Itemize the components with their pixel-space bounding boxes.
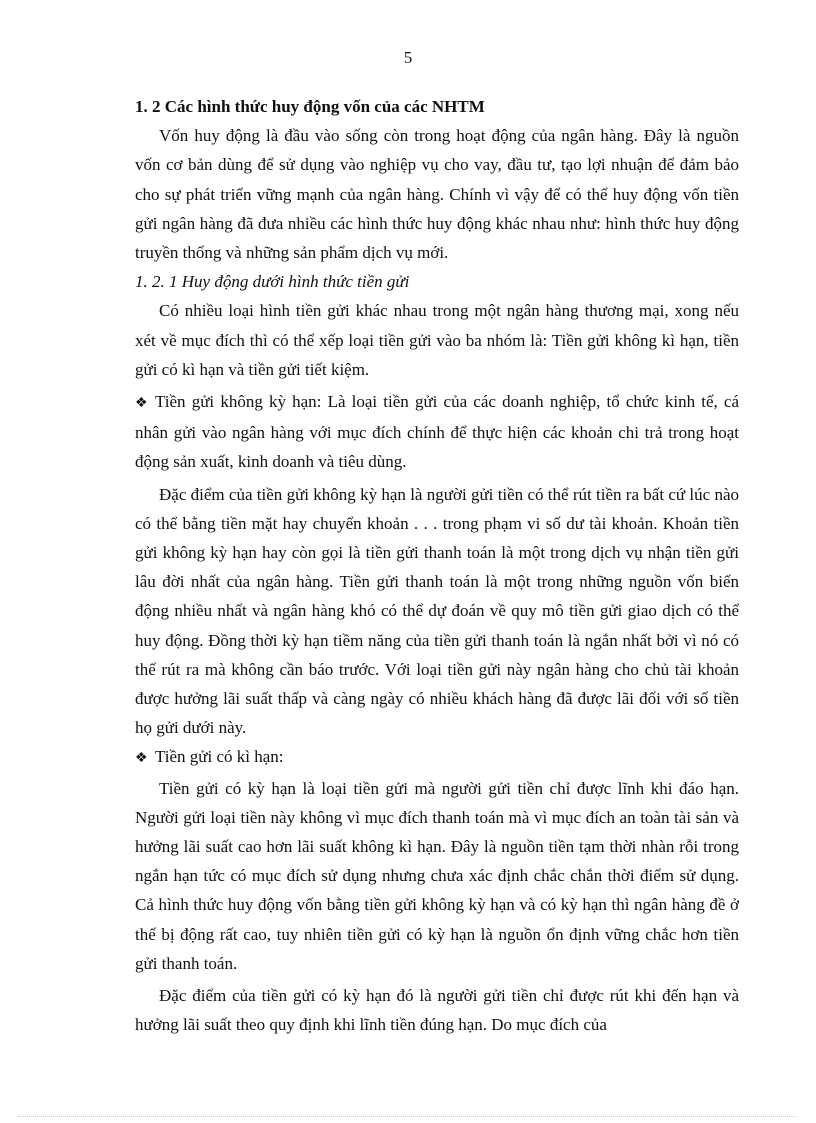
bullet-demand-deposit-text: Tiền gửi không kỳ hạn: Là loại tiền gửi của các doanh nghiệp, tổ chức kinh tế, cá nhân gửi vào ngân hàng với mục đích chính để thực hiện các khoản chi trả trong hoạt động sản xuất, kinh doanh và tiêu dùng. — [135, 392, 739, 472]
bullet-term-deposit-text: Tiền gửi có kì hạn: — [155, 747, 284, 767]
diamond-bullet-icon: ❖ — [135, 751, 148, 767]
section-intro-paragraph: Vốn huy động là đầu vào sống còn trong hoạt động của ngân hàng. Đây là nguồn vốn cơ bản dùng để sử dụng vào nghiệp vụ cho vay, đầu tư, tạo lợi nhuận để đảm bảo cho sự phát triển vững mạnh của ngân hàng. Chính vì vậy để có thể huy động vốn tiền gửi ngân hàng đã đưa nhiều các hình thức huy động khác nhau như: hình thức huy động truyền thống và những sản phẩm dịch vụ mới. — [135, 126, 739, 263]
paragraph-term-deposit: Tiền gửi có kỳ hạn là loại tiền gửi mà người gửi tiền chỉ được lĩnh khi đáo hạn. Người gửi loại tiền này không vì mục đích thanh toán mà vì mục đích an toàn tài sản và hưởng lãi suất cao hơn lãi suất không kì hạn. Đây là nguồn tiền tạm thời nhàn rỗi trong ngắn hạn tức có mục đích sử dụng nhưng chưa xác định chắc chắn thời điểm sử dụng. Cả hình thức huy động vốn bằng tiền gửi không kỳ hạn và có kỳ hạn thì ngân hàng đề ở thế bị động rất cao, tuy nhiên tiền gửi có kỳ hạn là nguồn ổn định vững chắc hơn tiền gửi thanh toán. — [135, 778, 739, 973]
subsection-heading: 1. 2. 1 Huy động dưới hình thức tiền gửi — [135, 272, 410, 292]
bullet-term-deposit — [135, 742, 739, 773]
paragraph-deposit-types: Có nhiều loại hình tiền gửi khác nhau trong một ngân hàng thương mại, xong nếu xét về mục đích thì có thể xếp loại tiền gửi vào ba nhóm là: Tiền gửi không kì hạn, tiền gửi có kì hạn và tiền gửi tiết kiệm. — [135, 301, 739, 379]
diamond-bullet-icon: ❖ — [135, 396, 148, 412]
paragraph-demand-deposit-features: Đặc điểm của tiền gửi không kỳ hạn là người gửi tiền có thể rút tiền ra bất cứ lúc nào có thể bằng tiền mặt hay chuyển khoản . . . trong phạm vi số dư tài khoản. Khoản tiền gửi không kỳ hạn hay còn gọi là tiền gửi thanh toán là một trong dịch vụ nhận tiền gửi lâu đời nhất của ngân hàng. Tiền gửi thanh toán là một trong những nguồn vốn biến động nhiều nhất và ngân hàng khó có thể dự đoán về quy mô tiền gửi giao dịch có thể huy động. Đồng thời kỳ hạn tiềm năng của tiền gửi thanh toán là ngắn nhất bởi vì nó có thể rút ra mà không cần báo trước. Với loại tiền gửi này ngân hàng cho chủ tài khoản được hưởng lãi suất thấp và càng ngày có nhiều khách hàng đã được lãi đối với số tiền họ gửi dưới này. — [135, 484, 739, 738]
paragraph-term-deposit-features: Đặc điểm của tiền gửi có kỳ hạn đó là người gửi tiền chỉ được rút khi đến hạn và hưởng lãi suất theo quy định khi lĩnh tiền đúng hạn. Do mục đích của — [135, 986, 739, 1035]
section-heading: 1. 2 Các hình thức huy động vốn của các NHTM — [135, 97, 485, 116]
bullet-demand-deposit — [135, 387, 739, 477]
document-body — [135, 92, 739, 1040]
page-number: 5 — [403, 48, 413, 67]
page-bottom-divider — [18, 1116, 796, 1117]
